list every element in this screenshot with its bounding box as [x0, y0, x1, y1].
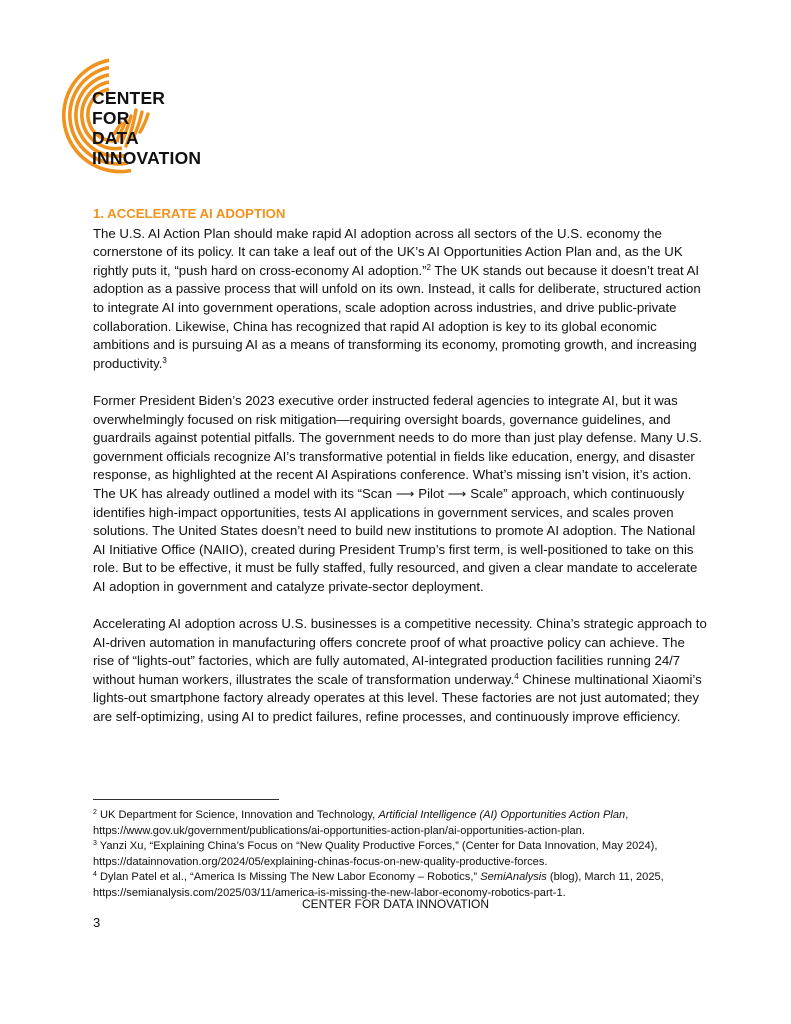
footnote-number: 4 — [93, 871, 97, 878]
page-number: 3 — [93, 915, 101, 930]
logo-line: CENTER — [92, 88, 166, 108]
footnote-title: Artificial Intelligence (AI) Opportunities Action Plan — [378, 809, 626, 821]
footnote-ref[interactable]: 2 — [426, 262, 431, 272]
main-content — [93, 205, 708, 745]
footnotes — [93, 808, 713, 901]
footnote-text[interactable]: Yanzi Xu, “Explaining China’s Focus on “New Quality Productive Forces,” (Center for Data Innovation, May 2024), https://datainnovation.org/2024/05/explaining-chinas-focus-on-new-quality-productive-forces. — [93, 840, 658, 868]
footnote-text: UK Department for Science, Innovation and Technology, — [96, 809, 379, 821]
footnote-item — [93, 839, 713, 870]
footnote-title: SemiAnalysis — [480, 871, 547, 883]
organization-logo — [44, 50, 224, 180]
paragraph-text: The U.S. AI Action Plan should make rapid AI adoption across all sectors of the U.S. economy the cornerstone of its policy. It can take a leaf out of the UK’s AI Opportunities Action Plan and, as the UK rightly puts it, “push hard on cross-economy AI adoption.” — [93, 225, 683, 278]
paragraph-text: Chinese multinational Xiaomi’s lights-out smartphone factory already operates at this level. These factories are not just automated; they are self-optimizing, using AI to predict failures, refine processes, and continuously improve efficiency. — [93, 671, 702, 725]
logo-line: DATA — [92, 128, 139, 148]
footnote-number: 3 — [93, 840, 97, 847]
section-heading: 1. ACCELERATE AI ADOPTION — [93, 206, 286, 221]
footnote-divider — [93, 799, 279, 800]
paragraph-text: Accelerating AI adoption across U.S. businesses is a competitive necessity. China’s strategic approach to AI-driven automation in manufacturing offers concrete proof of what proactive policy can achieve. The rise of “lights-out” factories, which are fully automated, AI-integrated production facilities running 24/7 without human workers, illustrates the scale of transformation underway. — [93, 616, 707, 687]
paragraph-1 — [93, 225, 708, 374]
footnote-ref[interactable]: 3 — [162, 355, 167, 365]
footnote-number: 2 — [93, 809, 97, 816]
logo-line: FOR — [92, 108, 130, 128]
logo-line: INNOVATION — [92, 148, 202, 168]
footnote-text: Dylan Patel et al., “America Is Missing The New Labor Economy – Robotics,” — [96, 871, 481, 883]
paragraph-3 — [93, 615, 708, 727]
logo-wordmark — [92, 88, 201, 168]
paragraph-2: Former President Biden’s 2023 executive order instructed federal agencies to integrate AI, but it was overwhelmingly focused on risk mitigation—requiring oversight boards, governance guidelines, and guardrails against potential pitfalls. The government needs to do more than just play defense. Many U.S. government officials recognize AI’s transformative potential in fields like education, energy, and disaster response, as highlighted at the recent AI Aspirations conference. What’s missing isn’t vision, it’s action. The UK has already outlined a model with its “Scan ⟶ Pilot ⟶ Scale” approach, which continuously identifies high-impact opportunities, tests AI applications in government services, and scales proven solutions. The United States doesn’t need to build new institutions to promote AI adoption. The National AI Initiative Office (NAIIO), created during President Trump’s first term, is well-positioned to take on this role. But to be effective, it must be fully staffed, fully resourced, and given a clear mandate to accelerate AI adoption in government and catalyze private-sector deployment. — [93, 392, 702, 594]
footnote-ref[interactable]: 4 — [514, 671, 519, 681]
footnote-text[interactable]: (blog), March 11, 2025, https://semianalysis.com/2025/03/11/america-is-missing-the-new-labor-economy-robotics-part-1. — [93, 871, 664, 899]
footnote-text[interactable]: , https://www.gov.uk/government/publications/ai-opportunities-action-plan/ai-opportunities-action-plan. — [93, 809, 629, 837]
footnote-item — [93, 808, 713, 839]
page-footer: CENTER FOR DATA INNOVATION — [301, 897, 490, 911]
paragraph-text: The UK stands out because it doesn’t treat AI adoption as a passive process that will unfold on its own. Instead, it calls for deliberate, structured action to integrate AI into government operations, scale adoption across industries, and drive public-private collaboration. Likewise, China has recognized that rapid AI adoption is key to its global economic ambitions and is pursuing AI as a means of transforming its economy, promoting growth, and increasing productivity. — [93, 262, 701, 371]
